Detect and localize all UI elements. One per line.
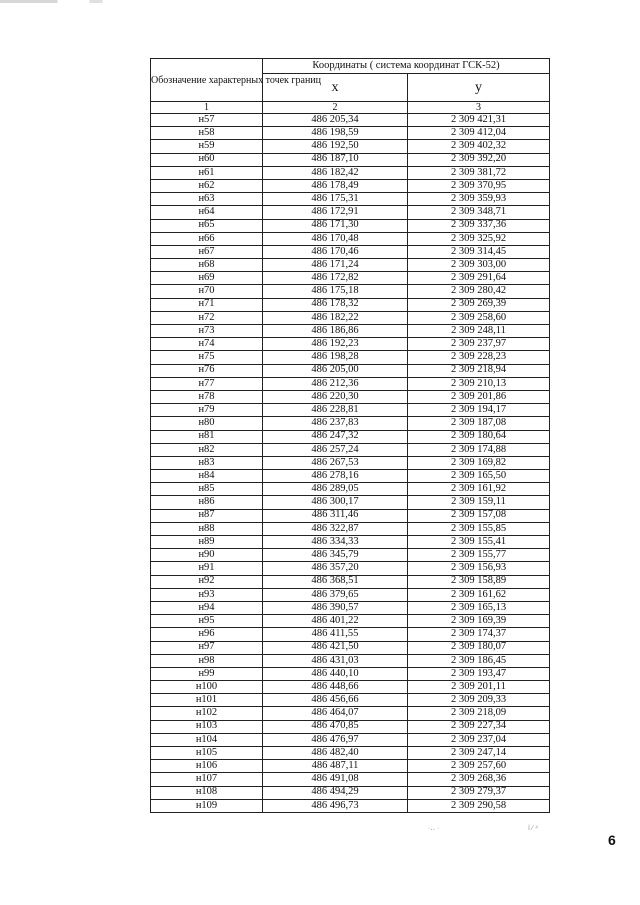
table-row <box>151 153 550 166</box>
x-coordinate-cell: 486 278,16 <box>263 470 408 483</box>
y-coordinate-cell: 2 309 165,50 <box>408 470 550 483</box>
x-coordinate-cell: 486 171,30 <box>263 219 408 232</box>
y-coordinate-cell: 2 309 218,09 <box>408 707 550 720</box>
x-coordinate-cell: 486 311,46 <box>263 509 408 522</box>
point-label-cell: н106 <box>151 760 263 773</box>
table-row <box>151 311 550 324</box>
table-row <box>151 364 550 377</box>
table-row <box>151 641 550 654</box>
table-row <box>151 417 550 430</box>
table-body <box>151 114 550 813</box>
x-coordinate-cell: 486 322,87 <box>263 522 408 535</box>
scan-mark: ·‥ · <box>428 825 440 832</box>
point-label-cell: н84 <box>151 470 263 483</box>
y-coordinate-cell: 2 309 157,08 <box>408 509 550 522</box>
scan-edge-artifact <box>0 0 640 3</box>
y-coordinate-cell: 2 309 257,60 <box>408 760 550 773</box>
y-coordinate-cell: 2 309 269,39 <box>408 298 550 311</box>
point-label-cell: н109 <box>151 799 263 812</box>
y-coordinate-cell: 2 309 161,92 <box>408 483 550 496</box>
point-label-cell: н74 <box>151 338 263 351</box>
point-label-cell: н107 <box>151 773 263 786</box>
point-label-cell: н80 <box>151 417 263 430</box>
x-coordinate-cell: 486 171,24 <box>263 259 408 272</box>
table-row <box>151 351 550 364</box>
point-label-cell: н61 <box>151 166 263 179</box>
y-coordinate-cell: 2 309 180,07 <box>408 641 550 654</box>
x-coordinate-cell: 486 205,34 <box>263 114 408 127</box>
y-coordinate-cell: 2 309 325,92 <box>408 232 550 245</box>
x-coordinate-cell: 486 172,91 <box>263 206 408 219</box>
table-row <box>151 760 550 773</box>
point-label-cell: н65 <box>151 219 263 232</box>
label-column-header: Обозначение характерных точек границ <box>151 59 263 102</box>
y-coordinate-cell: 2 309 314,45 <box>408 245 550 258</box>
point-label-cell: н68 <box>151 259 263 272</box>
point-label-cell: н62 <box>151 179 263 192</box>
y-coordinate-cell: 2 309 392,20 <box>408 153 550 166</box>
table-row <box>151 206 550 219</box>
table-row <box>151 654 550 667</box>
y-coordinate-cell: 2 309 303,00 <box>408 259 550 272</box>
x-coordinate-cell: 486 357,20 <box>263 562 408 575</box>
x-coordinate-cell: 486 178,49 <box>263 179 408 192</box>
table-row <box>151 509 550 522</box>
x-coordinate-cell: 486 431,03 <box>263 654 408 667</box>
y-coordinate-cell: 2 309 359,93 <box>408 193 550 206</box>
y-coordinate-cell: 2 309 156,93 <box>408 562 550 575</box>
point-label-cell: н93 <box>151 588 263 601</box>
y-coordinate-cell: 2 309 169,39 <box>408 615 550 628</box>
x-coordinate-cell: 486 175,31 <box>263 193 408 206</box>
table-row <box>151 615 550 628</box>
x-coordinate-cell: 486 205,00 <box>263 364 408 377</box>
table-row <box>151 298 550 311</box>
table-row <box>151 338 550 351</box>
x-coordinate-cell: 486 182,22 <box>263 311 408 324</box>
x-coordinate-cell: 486 411,55 <box>263 628 408 641</box>
table-row <box>151 496 550 509</box>
x-coordinate-cell: 486 289,05 <box>263 483 408 496</box>
y-coordinate-cell: 2 309 187,08 <box>408 417 550 430</box>
table-row <box>151 166 550 179</box>
x-coordinate-cell: 486 186,86 <box>263 325 408 338</box>
x-coordinate-cell: 486 390,57 <box>263 601 408 614</box>
point-label-cell: н100 <box>151 681 263 694</box>
table-row <box>151 470 550 483</box>
point-label-cell: н81 <box>151 430 263 443</box>
point-label-cell: н63 <box>151 193 263 206</box>
column-number: 3 <box>408 102 550 114</box>
point-label-cell: н92 <box>151 575 263 588</box>
x-coordinate-cell: 486 345,79 <box>263 549 408 562</box>
table-header <box>151 59 550 114</box>
point-label-cell: н57 <box>151 114 263 127</box>
point-label-cell: н82 <box>151 443 263 456</box>
y-coordinate-cell: 2 309 165,13 <box>408 601 550 614</box>
y-coordinate-cell: 2 309 228,23 <box>408 351 550 364</box>
table-row <box>151 575 550 588</box>
y-coordinate-cell: 2 309 155,85 <box>408 522 550 535</box>
table-row <box>151 245 550 258</box>
column-number: 2 <box>263 102 408 114</box>
table-row <box>151 272 550 285</box>
column-number: 1 <box>151 102 263 114</box>
x-coordinate-cell: 486 220,30 <box>263 390 408 403</box>
y-coordinate-cell: 2 309 248,11 <box>408 325 550 338</box>
table-row <box>151 377 550 390</box>
table-row <box>151 667 550 680</box>
y-coordinate-cell: 2 309 209,33 <box>408 694 550 707</box>
x-coordinate-cell: 486 300,17 <box>263 496 408 509</box>
table-row <box>151 259 550 272</box>
x-coordinate-cell: 486 334,33 <box>263 536 408 549</box>
y-coordinate-cell: 2 309 169,82 <box>408 456 550 469</box>
y-coordinate-cell: 2 309 194,17 <box>408 404 550 417</box>
table-row <box>151 773 550 786</box>
point-label-cell: н104 <box>151 733 263 746</box>
y-coordinate-cell: 2 309 279,37 <box>408 786 550 799</box>
y-coordinate-cell: 2 309 193,47 <box>408 667 550 680</box>
point-label-cell: н73 <box>151 325 263 338</box>
y-coordinate-cell: 2 309 159,11 <box>408 496 550 509</box>
table-row <box>151 390 550 403</box>
point-label-cell: н75 <box>151 351 263 364</box>
table-row <box>151 114 550 127</box>
point-label-cell: н85 <box>151 483 263 496</box>
point-label-cell: н88 <box>151 522 263 535</box>
table-row <box>151 601 550 614</box>
table-row <box>151 694 550 707</box>
x-coordinate-cell: 486 198,59 <box>263 127 408 140</box>
x-coordinate-cell: 486 192,23 <box>263 338 408 351</box>
x-column-header: x <box>263 74 408 102</box>
x-coordinate-cell: 486 192,50 <box>263 140 408 153</box>
y-coordinate-cell: 2 309 348,71 <box>408 206 550 219</box>
x-coordinate-cell: 486 482,40 <box>263 747 408 760</box>
table-row <box>151 681 550 694</box>
x-coordinate-cell: 486 421,50 <box>263 641 408 654</box>
point-label-cell: н72 <box>151 311 263 324</box>
x-coordinate-cell: 486 496,73 <box>263 799 408 812</box>
table-row <box>151 536 550 549</box>
y-coordinate-cell: 2 309 258,60 <box>408 311 550 324</box>
point-label-cell: н95 <box>151 615 263 628</box>
table-row <box>151 799 550 812</box>
coordinates-table <box>150 58 550 813</box>
table-row <box>151 285 550 298</box>
point-label-cell: н91 <box>151 562 263 575</box>
y-coordinate-cell: 2 309 237,04 <box>408 733 550 746</box>
x-coordinate-cell: 486 368,51 <box>263 575 408 588</box>
x-coordinate-cell: 486 198,28 <box>263 351 408 364</box>
y-coordinate-cell: 2 309 201,11 <box>408 681 550 694</box>
table-row <box>151 588 550 601</box>
x-coordinate-cell: 486 470,85 <box>263 720 408 733</box>
point-label-cell: н58 <box>151 127 263 140</box>
table-row <box>151 127 550 140</box>
y-coordinate-cell: 2 309 201,86 <box>408 390 550 403</box>
point-label-cell: н96 <box>151 628 263 641</box>
table-row <box>151 325 550 338</box>
point-label-cell: н59 <box>151 140 263 153</box>
page-number: 6 <box>608 832 616 848</box>
table-row <box>151 786 550 799</box>
point-label-cell: н64 <box>151 206 263 219</box>
y-coordinate-cell: 2 309 421,31 <box>408 114 550 127</box>
coords-group-header: Координаты ( система координат ГСК-52) <box>263 59 550 74</box>
x-coordinate-cell: 486 228,81 <box>263 404 408 417</box>
y-column-header: y <box>408 74 550 102</box>
point-label-cell: н69 <box>151 272 263 285</box>
y-coordinate-cell: 2 309 337,36 <box>408 219 550 232</box>
point-label-cell: н103 <box>151 720 263 733</box>
y-coordinate-cell: 2 309 174,37 <box>408 628 550 641</box>
table-row <box>151 707 550 720</box>
point-label-cell: н94 <box>151 601 263 614</box>
point-label-cell: н97 <box>151 641 263 654</box>
point-label-cell: н71 <box>151 298 263 311</box>
point-label-cell: н67 <box>151 245 263 258</box>
y-coordinate-cell: 2 309 291,64 <box>408 272 550 285</box>
table-row <box>151 443 550 456</box>
y-coordinate-cell: 2 309 290,58 <box>408 799 550 812</box>
point-label-cell: н83 <box>151 456 263 469</box>
x-coordinate-cell: 486 448,66 <box>263 681 408 694</box>
y-coordinate-cell: 2 309 237,97 <box>408 338 550 351</box>
point-label-cell: н98 <box>151 654 263 667</box>
table-row <box>151 628 550 641</box>
x-coordinate-cell: 486 456,66 <box>263 694 408 707</box>
point-label-cell: н90 <box>151 549 263 562</box>
x-coordinate-cell: 486 494,29 <box>263 786 408 799</box>
y-coordinate-cell: 2 309 210,13 <box>408 377 550 390</box>
y-coordinate-cell: 2 309 158,89 <box>408 575 550 588</box>
table-row <box>151 720 550 733</box>
y-coordinate-cell: 2 309 155,77 <box>408 549 550 562</box>
x-coordinate-cell: 486 401,22 <box>263 615 408 628</box>
y-coordinate-cell: 2 309 174,88 <box>408 443 550 456</box>
column-numbers-row <box>151 102 550 114</box>
table-row <box>151 522 550 535</box>
point-label-cell: н89 <box>151 536 263 549</box>
x-coordinate-cell: 486 257,24 <box>263 443 408 456</box>
x-coordinate-cell: 486 491,08 <box>263 773 408 786</box>
scan-mark: ⅰ ⁄ ⁴ <box>528 825 539 832</box>
point-label-cell: н78 <box>151 390 263 403</box>
x-coordinate-cell: 486 172,82 <box>263 272 408 285</box>
y-coordinate-cell: 2 309 280,42 <box>408 285 550 298</box>
table-row <box>151 232 550 245</box>
x-coordinate-cell: 486 487,11 <box>263 760 408 773</box>
y-coordinate-cell: 2 309 247,14 <box>408 747 550 760</box>
y-coordinate-cell: 2 309 218,94 <box>408 364 550 377</box>
y-coordinate-cell: 2 309 186,45 <box>408 654 550 667</box>
point-label-cell: н86 <box>151 496 263 509</box>
x-coordinate-cell: 486 170,48 <box>263 232 408 245</box>
point-label-cell: н79 <box>151 404 263 417</box>
y-coordinate-cell: 2 309 161,62 <box>408 588 550 601</box>
point-label-cell: н60 <box>151 153 263 166</box>
x-coordinate-cell: 486 187,10 <box>263 153 408 166</box>
y-coordinate-cell: 2 309 180,64 <box>408 430 550 443</box>
x-coordinate-cell: 486 379,65 <box>263 588 408 601</box>
x-coordinate-cell: 486 440,10 <box>263 667 408 680</box>
y-coordinate-cell: 2 309 155,41 <box>408 536 550 549</box>
point-label-cell: н108 <box>151 786 263 799</box>
x-coordinate-cell: 486 178,32 <box>263 298 408 311</box>
point-label-cell: н77 <box>151 377 263 390</box>
y-coordinate-cell: 2 309 370,95 <box>408 179 550 192</box>
y-coordinate-cell: 2 309 412,04 <box>408 127 550 140</box>
table-row <box>151 549 550 562</box>
table-row <box>151 747 550 760</box>
table-row <box>151 430 550 443</box>
y-coordinate-cell: 2 309 381,72 <box>408 166 550 179</box>
x-coordinate-cell: 486 170,46 <box>263 245 408 258</box>
table-row <box>151 733 550 746</box>
table-row <box>151 483 550 496</box>
x-coordinate-cell: 486 175,18 <box>263 285 408 298</box>
table-row <box>151 456 550 469</box>
y-coordinate-cell: 2 309 227,34 <box>408 720 550 733</box>
x-coordinate-cell: 486 476,97 <box>263 733 408 746</box>
point-label-cell: н70 <box>151 285 263 298</box>
point-label-cell: н76 <box>151 364 263 377</box>
table-row <box>151 404 550 417</box>
point-label-cell: н87 <box>151 509 263 522</box>
table-row <box>151 219 550 232</box>
table-row <box>151 193 550 206</box>
point-label-cell: н105 <box>151 747 263 760</box>
x-coordinate-cell: 486 267,53 <box>263 456 408 469</box>
point-label-cell: н101 <box>151 694 263 707</box>
x-coordinate-cell: 486 464,07 <box>263 707 408 720</box>
x-coordinate-cell: 486 182,42 <box>263 166 408 179</box>
table-row <box>151 140 550 153</box>
point-label-cell: н66 <box>151 232 263 245</box>
point-label-cell: н102 <box>151 707 263 720</box>
x-coordinate-cell: 486 237,83 <box>263 417 408 430</box>
table-row <box>151 562 550 575</box>
table-row <box>151 179 550 192</box>
y-coordinate-cell: 2 309 402,32 <box>408 140 550 153</box>
y-coordinate-cell: 2 309 268,36 <box>408 773 550 786</box>
point-label-cell: н99 <box>151 667 263 680</box>
x-coordinate-cell: 486 247,32 <box>263 430 408 443</box>
x-coordinate-cell: 486 212,36 <box>263 377 408 390</box>
